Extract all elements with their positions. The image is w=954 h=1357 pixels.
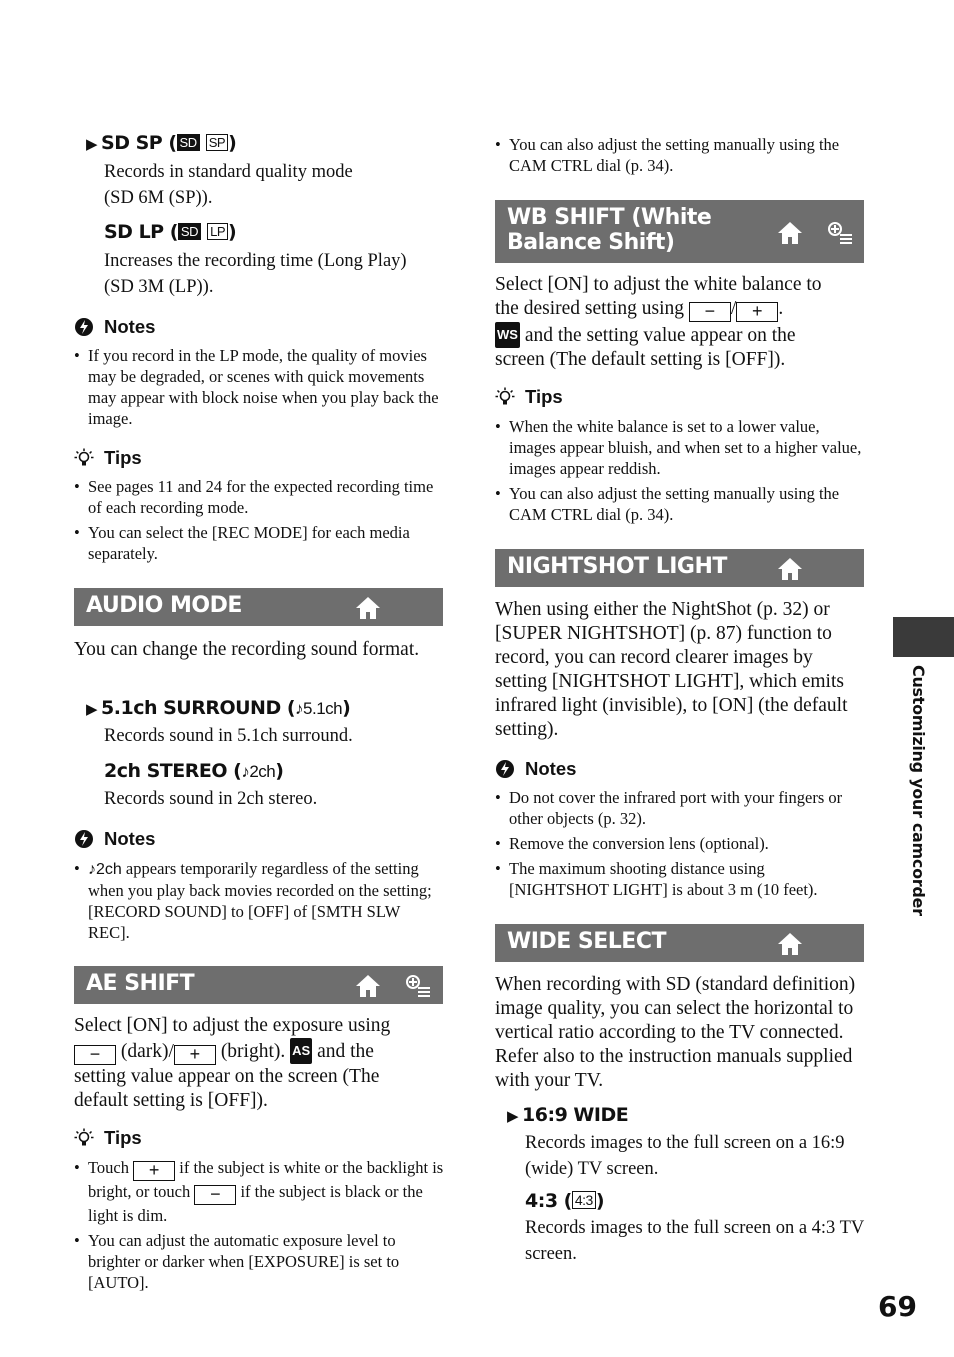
home-icon bbox=[354, 973, 382, 999]
desc-line: (SD 3M (LP)). bbox=[104, 277, 214, 297]
paren: ) bbox=[342, 697, 351, 719]
body-text: (dark)/ bbox=[120, 1041, 174, 1062]
tip-text: Touch bbox=[88, 1158, 130, 1177]
surround-icon: ♪5.1ch bbox=[295, 699, 343, 718]
tip-text: backlight is bright, or touch bbox=[88, 1158, 444, 1201]
minus-button-icon: − bbox=[194, 1185, 236, 1205]
tips-list-continued bbox=[495, 134, 863, 180]
body-text: (bright). bbox=[220, 1041, 286, 1062]
body-line bbox=[74, 1038, 444, 1065]
notes-title: Notes bbox=[104, 828, 156, 849]
as-indicator-icon: AS bbox=[290, 1038, 312, 1064]
tip-text: if the subject is white or the bbox=[179, 1158, 363, 1177]
option-2ch-stereo bbox=[104, 760, 283, 782]
list-item bbox=[74, 858, 442, 943]
nightshot-body: When using either the NightShot (p. 32) or [SUPER NIGHTSHOT] (p. 87) function to record, you can record clearer images by setting [NIGHTSHOT LIGHT], which emits infrared light (invisible), to [ON] (the default setting). bbox=[495, 599, 848, 740]
section-title: AUDIO MODE bbox=[86, 593, 242, 618]
arrow-icon: ▶ bbox=[86, 135, 98, 153]
body-line bbox=[495, 297, 865, 322]
lightbulb-icon bbox=[495, 387, 515, 407]
list-item: • You can adjust the automatic exposure level to brighter or darker when [EXPOSURE] is set to [AUTO]. bbox=[74, 1230, 444, 1293]
wide-select-body: When recording with SD (standard definition) image quality, you can select the horizontal to vertical ratio according to the TV connected. Refer also to the instruction manuals supplied with your TV. bbox=[495, 974, 856, 1091]
list-item: • Do not cover the infrared port with your fingers or other objects (p. 32). bbox=[495, 787, 863, 829]
list-item bbox=[74, 1157, 444, 1226]
option-label: SD SP ( bbox=[101, 132, 177, 154]
settings-list-icon bbox=[826, 220, 854, 246]
paren: ) bbox=[275, 760, 284, 782]
tip-text: is black or the light is dim. bbox=[88, 1182, 423, 1225]
option-sd-lp bbox=[104, 221, 236, 243]
settings-list-icon bbox=[404, 973, 432, 999]
tips-list bbox=[495, 416, 863, 529]
tips-header bbox=[495, 386, 563, 408]
list-item: • You can also adjust the setting manually using the CAM CTRL dial (p. 34). bbox=[495, 483, 863, 525]
option-label: 4:3 ( bbox=[525, 1190, 572, 1212]
desc-line: Records in standard quality mode bbox=[104, 162, 353, 182]
tips-title: Tips bbox=[525, 386, 563, 407]
home-icon bbox=[776, 556, 804, 582]
surround-description: Records sound in 5.1ch surround. bbox=[104, 726, 353, 746]
list-item: • You can select the [REC MODE] for each media separately. bbox=[74, 522, 442, 564]
lp-icon: LP bbox=[207, 223, 228, 240]
section-title: NIGHTSHOT LIGHT bbox=[507, 554, 727, 579]
paren: ) bbox=[595, 1190, 604, 1212]
lightbulb-icon bbox=[74, 1128, 94, 1148]
stereo-description: Records sound in 2ch stereo. bbox=[104, 789, 318, 809]
note-text: appears temporarily regardless of the setting when you play back movies recorded on the setting; [RECORD SOUND] to [OFF] of [SMTH SLW REC]. bbox=[88, 859, 432, 942]
section-bar-nightshot-light bbox=[495, 549, 864, 587]
option-4-3 bbox=[525, 1190, 604, 1212]
desc-line: (SD 6M (SP)). bbox=[104, 188, 213, 208]
option-16-9-wide bbox=[507, 1104, 628, 1126]
section-bar-ae-shift bbox=[74, 966, 443, 1004]
ae-shift-body bbox=[74, 1014, 444, 1113]
list-item: • When the white balance is set to a lower value, images appear bluish, and when set to a higher value, images appear reddish. bbox=[495, 416, 863, 479]
sp-icon: SP bbox=[206, 134, 228, 151]
list-item: • You can also adjust the setting manually using the CAM CTRL dial (p. 34). bbox=[495, 134, 863, 176]
tips-header bbox=[74, 447, 142, 469]
option-label: SD LP ( bbox=[104, 221, 178, 243]
section-bar-wb-shift bbox=[495, 200, 864, 263]
desc-line: Increases the recording time (Long Play) bbox=[104, 251, 407, 271]
page-number: 69 bbox=[878, 1290, 917, 1323]
arrow-icon: ▶ bbox=[507, 1107, 519, 1125]
section-title: WB SHIFT (White bbox=[507, 205, 712, 230]
section-title: Balance Shift) bbox=[507, 230, 675, 255]
notes-title: Notes bbox=[525, 758, 577, 779]
home-icon bbox=[776, 220, 804, 246]
tip-text: if the subject bbox=[240, 1182, 326, 1201]
paren: ) bbox=[228, 132, 237, 154]
sd-lp-description bbox=[104, 248, 444, 300]
arrow-icon: ▶ bbox=[86, 700, 98, 718]
section-title: AE SHIFT bbox=[86, 971, 195, 996]
tips-title: Tips bbox=[104, 447, 142, 468]
stereo-icon: ♪2ch bbox=[241, 762, 276, 781]
notes-list bbox=[74, 345, 442, 433]
slash: / bbox=[730, 298, 737, 319]
minus-button-icon: − bbox=[74, 1045, 116, 1065]
tips-list bbox=[74, 476, 442, 568]
body-text: the desired setting using bbox=[495, 298, 685, 319]
wb-shift-body bbox=[495, 273, 865, 372]
notes-title: Notes bbox=[104, 316, 156, 337]
plus-button-icon: + bbox=[736, 302, 778, 322]
body-text: . bbox=[778, 298, 784, 319]
tips-list bbox=[74, 1157, 444, 1297]
section-title: WIDE SELECT bbox=[507, 929, 666, 954]
stereo-icon: ♪2ch bbox=[88, 861, 122, 878]
home-icon bbox=[354, 595, 382, 621]
wide-description: Records images to the full screen on a 16:9 (wide) TV screen. bbox=[525, 1133, 845, 1179]
sd-sp-description bbox=[104, 159, 444, 211]
list-item: • If you record in the LP mode, the quality of movies may be degraded, or scenes with quick movements may appear with block noise when you play back the image. bbox=[74, 345, 442, 429]
chapter-tab bbox=[893, 617, 954, 657]
tips-header bbox=[74, 1127, 142, 1149]
option-sd-sp bbox=[86, 132, 236, 154]
sd-icon: SD bbox=[178, 223, 201, 240]
option-label: 5.1ch SURROUND ( bbox=[101, 697, 296, 719]
notes-icon bbox=[74, 317, 94, 337]
body-line bbox=[495, 322, 865, 348]
paren: ) bbox=[228, 221, 237, 243]
plus-button-icon: + bbox=[174, 1045, 216, 1065]
ws-indicator-icon: WS bbox=[495, 322, 520, 348]
home-icon bbox=[776, 931, 804, 957]
notes-list bbox=[74, 858, 442, 947]
notes-header bbox=[74, 828, 155, 850]
body-text: and the setting value appear on the bbox=[524, 325, 796, 346]
list-item: • Remove the conversion lens (optional). bbox=[495, 833, 863, 854]
body-line: screen (The default setting is [OFF]). bbox=[495, 349, 786, 370]
option-label: 2ch STEREO ( bbox=[104, 760, 242, 782]
body-line: setting value appear on the screen (The bbox=[74, 1066, 380, 1087]
ratio-4-3-description: Records images to the full screen on a 4:3 TV screen. bbox=[525, 1218, 864, 1264]
notes-list bbox=[495, 787, 863, 904]
option-5-1ch-surround bbox=[86, 697, 350, 719]
minus-button-icon: − bbox=[689, 302, 731, 322]
body-line: Select [ON] to adjust the exposure using bbox=[74, 1015, 391, 1036]
tips-title: Tips bbox=[104, 1127, 142, 1148]
notes-icon bbox=[74, 829, 94, 849]
list-item: • See pages 11 and 24 for the expected recording time of each recording mode. bbox=[74, 476, 442, 518]
audio-mode-body: You can change the recording sound format. bbox=[74, 639, 420, 660]
section-bar-audio-mode bbox=[74, 588, 443, 626]
chapter-label: Customizing your camcorder bbox=[909, 665, 928, 916]
option-label: 16:9 WIDE bbox=[522, 1104, 629, 1126]
notes-header bbox=[495, 758, 576, 780]
sd-icon: SD bbox=[177, 134, 200, 151]
body-line: default setting is [OFF]). bbox=[74, 1090, 268, 1111]
plus-button-icon: + bbox=[133, 1161, 175, 1181]
lightbulb-icon bbox=[74, 448, 94, 468]
list-item: • The maximum shooting distance using [NIGHTSHOT LIGHT] is about 3 m (10 feet). bbox=[495, 858, 863, 900]
body-line: Select [ON] to adjust the white balance to bbox=[495, 274, 822, 295]
notes-icon bbox=[495, 759, 515, 779]
section-bar-wide-select bbox=[495, 924, 864, 962]
notes-header bbox=[74, 316, 155, 338]
body-text: and the bbox=[317, 1041, 374, 1062]
ratio-4-3-icon: 4:3 bbox=[572, 1191, 596, 1209]
